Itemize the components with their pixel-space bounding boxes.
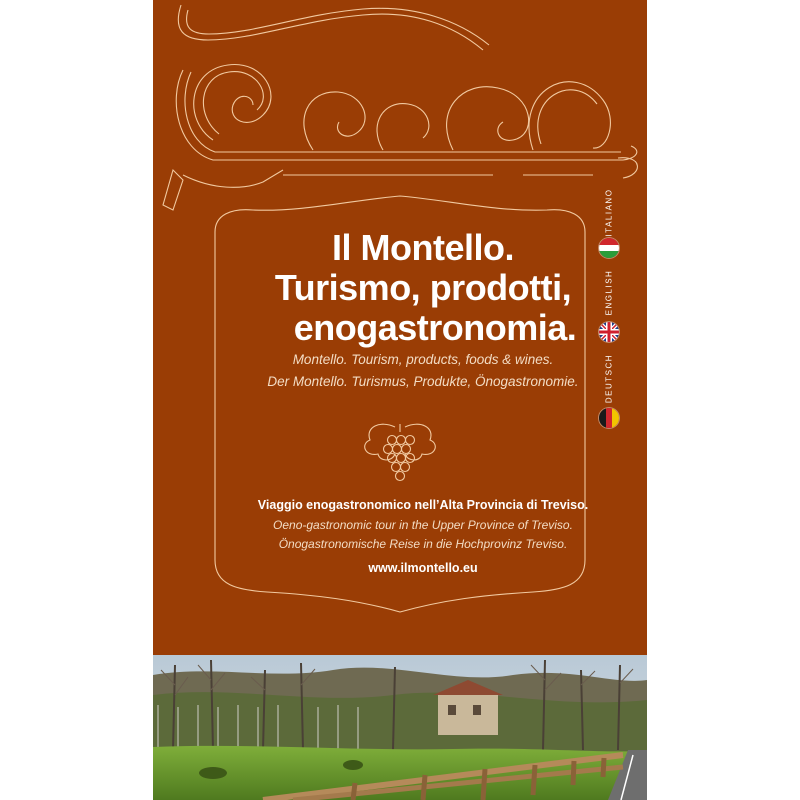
- title-line-2: Turismo, prodotti,: [274, 267, 572, 308]
- language-label-italiano[interactable]: ITALIANO: [604, 188, 614, 237]
- tour-line-english: Oeno-gastronomic tour in the Upper Province of Treviso.: [273, 518, 573, 532]
- title-line-1: Il Montello.: [332, 227, 514, 268]
- language-label-english[interactable]: ENGLISH: [604, 269, 614, 316]
- subtitle-german: Der Montello. Turismus, Produkte, Önogastronomie.: [267, 374, 579, 389]
- uk-flag-icon[interactable]: [599, 322, 619, 342]
- italian-flag-icon[interactable]: [599, 238, 619, 258]
- language-label-deutsch[interactable]: DEUTSCH: [604, 353, 614, 404]
- vineyard-landscape-photo: [153, 655, 647, 800]
- tour-line-german: Önogastronomische Reise in die Hochprovinz Treviso.: [278, 537, 568, 551]
- title-line-3: enogastronomia.: [293, 307, 577, 348]
- brochure-cover: [153, 0, 647, 800]
- tour-title-italian: Viaggio enogastronomico nell’Alta Provincia di Treviso.: [257, 498, 589, 512]
- subtitle-english: Montello. Tourism, products, foods & wines.: [292, 352, 554, 367]
- german-flag-icon[interactable]: [599, 408, 619, 428]
- website-link[interactable]: www.ilmontello.eu: [368, 561, 478, 575]
